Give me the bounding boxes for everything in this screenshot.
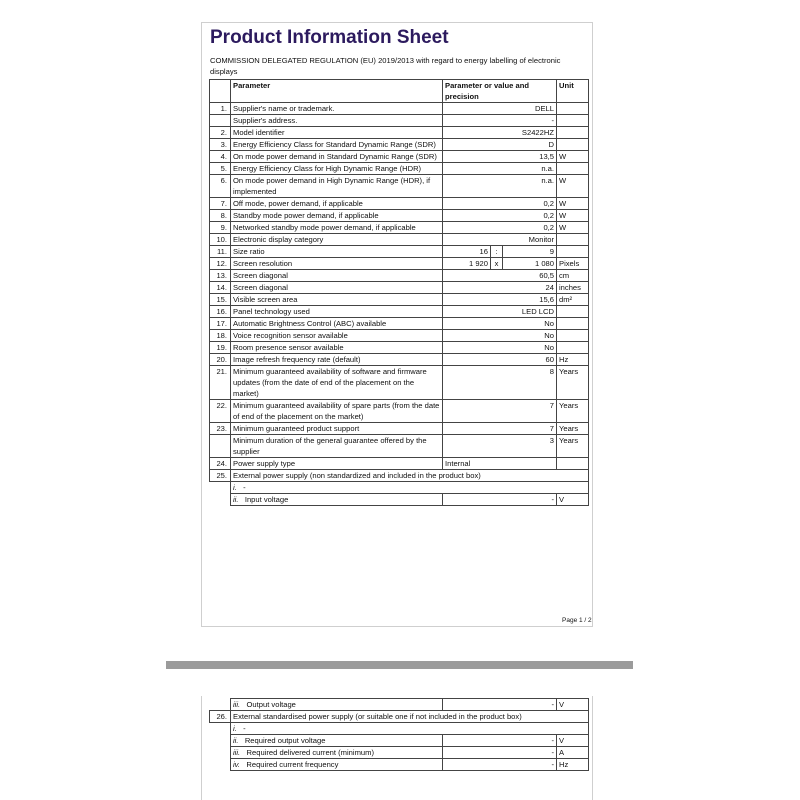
row-parameter: Energy Efficiency Class for Standard Dynamic Range (SDR) [231, 139, 443, 151]
row-value-a: 16 [443, 246, 491, 258]
row-value: Monitor [443, 234, 557, 246]
row-number: 19. [210, 342, 231, 354]
header-no [210, 80, 231, 103]
regulation-text: COMMISSION DELEGATED REGULATION (EU) 2019/2013 with regard to energy labelling of electronic displays [210, 56, 561, 76]
row-unit: cm [557, 270, 589, 282]
row-number: 11. [210, 246, 231, 258]
row-number: 5. [210, 163, 231, 175]
table-row [210, 115, 589, 127]
row-unit: Hz [557, 354, 589, 366]
row-parameter: Supplier's address. [231, 115, 443, 127]
page-divider [166, 661, 633, 669]
row-unit: W [557, 175, 589, 198]
row-parameter: Required output voltage [244, 736, 326, 745]
row-value: DELL [443, 103, 557, 115]
row-value: 0,2 [443, 222, 557, 234]
row-parameter: Standby mode power demand, if applicable [231, 210, 443, 222]
table-row [210, 127, 589, 139]
row-value: - [443, 747, 557, 759]
row-unit: W [557, 210, 589, 222]
row-sub-index: i. [233, 724, 237, 733]
row-value-a: 1 920 [443, 258, 491, 270]
table-header-row [210, 80, 589, 103]
table-row [210, 163, 589, 175]
row-number: 4. [210, 151, 231, 163]
row-parameter: Voice recognition sensor available [231, 330, 443, 342]
row-number: 3. [210, 139, 231, 151]
row-number: 25. [210, 470, 231, 482]
row-unit: Years [557, 366, 589, 400]
row-parameter: Electronic display category [231, 234, 443, 246]
table-row [210, 294, 589, 306]
row-number: 9. [210, 222, 231, 234]
row-number: 12. [210, 258, 231, 270]
table-row [210, 258, 589, 270]
row-number: 10. [210, 234, 231, 246]
row-unit [557, 318, 589, 330]
row-parameter: Screen resolution [231, 258, 443, 270]
row-number: 13. [210, 270, 231, 282]
row-value: - [443, 494, 557, 506]
row-value: 3 [443, 435, 557, 458]
row-value: - [443, 115, 557, 127]
row-parameter: Power supply type [231, 458, 443, 470]
row-unit: W [557, 222, 589, 234]
page-1 [201, 22, 593, 627]
row-value-b: 9 [503, 246, 557, 258]
row-separator: x [491, 258, 503, 270]
table-row [210, 342, 589, 354]
table-row [210, 435, 589, 458]
row-sub-index: iv. [233, 760, 241, 769]
table-row [210, 234, 589, 246]
row-value: 0,2 [443, 198, 557, 210]
row-number: 14. [210, 282, 231, 294]
table-row [210, 246, 589, 258]
table-row [210, 366, 589, 400]
row-unit: Hz [557, 759, 589, 771]
row-unit: Years [557, 400, 589, 423]
table-row [210, 210, 589, 222]
row-value: Internal [443, 458, 557, 470]
row-sub-index: ii. [233, 736, 239, 745]
table-row [210, 270, 589, 282]
row-value: No [443, 330, 557, 342]
row-unit [557, 306, 589, 318]
row-unit [557, 234, 589, 246]
row-value-b: 1 080 [503, 258, 557, 270]
row-unit: A [557, 747, 589, 759]
row-number: 20. [210, 354, 231, 366]
row-value: No [443, 318, 557, 330]
header-unit: Unit [557, 80, 589, 103]
row-unit: W [557, 198, 589, 210]
row-parameter: Size ratio [231, 246, 443, 258]
row-unit [557, 246, 589, 258]
table-row [210, 282, 589, 294]
row-sub-index: ii. [233, 495, 239, 504]
row-value: 0,2 [443, 210, 557, 222]
row-parameter: Minimum guaranteed availability of spare parts (from the date of end of the placement on the market) [231, 400, 443, 423]
header-parameter: Parameter [231, 80, 443, 103]
table-row [210, 759, 589, 771]
row-unit: Years [557, 423, 589, 435]
table-row [210, 306, 589, 318]
table-row [210, 354, 589, 366]
row-parameter: Networked standby mode power demand, if applicable [231, 222, 443, 234]
row-unit [557, 115, 589, 127]
table-row [210, 175, 589, 198]
row-parameter: Minimum duration of the general guarantee offered by the supplier [231, 435, 443, 458]
row-unit: V [557, 494, 589, 506]
row-parameter: Room presence sensor available [231, 342, 443, 354]
row-parameter: Model identifier [231, 127, 443, 139]
row-parameter: On mode power demand in High Dynamic Range (HDR), if implemented [231, 175, 443, 198]
row-parameter: Screen diagonal [231, 270, 443, 282]
table-row [210, 699, 589, 711]
row-value: 8 [443, 366, 557, 400]
page-title: Product Information Sheet [210, 27, 449, 48]
row-parameter: Panel technology used [231, 306, 443, 318]
table-row [210, 400, 589, 423]
table-row [210, 423, 589, 435]
row-value: 24 [443, 282, 557, 294]
row-number: 23. [210, 423, 231, 435]
row-parameter: Input voltage [244, 495, 289, 504]
row-unit: inches [557, 282, 589, 294]
row-number: 21. [210, 366, 231, 400]
row-parameter: Minimum guaranteed availability of software and firmware updates (from the date of end of the placement on the market) [231, 366, 443, 400]
row-value: LED LCD [443, 306, 557, 318]
page-2 [201, 696, 593, 800]
row-parameter: - [243, 483, 246, 492]
row-value: n.a. [443, 163, 557, 175]
row-unit [557, 342, 589, 354]
table-row [210, 482, 589, 494]
row-sub-index: iii. [233, 700, 241, 709]
table-row [210, 198, 589, 210]
row-value: 60,5 [443, 270, 557, 282]
row-parameter: Output voltage [246, 700, 296, 709]
row-unit [557, 127, 589, 139]
row-parameter: Screen diagonal [231, 282, 443, 294]
row-value: No [443, 342, 557, 354]
row-separator: : [491, 246, 503, 258]
row-parameter: Energy Efficiency Class for High Dynamic Range (HDR) [231, 163, 443, 175]
row-parameter: Required delivered current (minimum) [246, 748, 374, 757]
row-unit: dm² [557, 294, 589, 306]
row-parameter: On mode power demand in Standard Dynamic Range (SDR) [231, 151, 443, 163]
row-unit [557, 103, 589, 115]
table-row [210, 735, 589, 747]
row-number: 16. [210, 306, 231, 318]
row-parameter: Supplier's name or trademark. [231, 103, 443, 115]
row-parameter: Image refresh frequency rate (default) [231, 354, 443, 366]
row-number: 1. [210, 103, 231, 115]
row-value: n.a. [443, 175, 557, 198]
row-parameter: External standardised power supply (or suitable one if not included in the product box) [231, 711, 589, 723]
table-row [210, 318, 589, 330]
row-number: 7. [210, 198, 231, 210]
row-value: - [443, 735, 557, 747]
row-parameter: External power supply (non standardized and included in the product box) [231, 470, 589, 482]
row-parameter: Off mode, power demand, if applicable [231, 198, 443, 210]
row-unit: W [557, 151, 589, 163]
row-parameter: Required current frequency [246, 760, 339, 769]
product-info-table [209, 79, 589, 506]
row-unit: Pixels [557, 258, 589, 270]
row-number: 2. [210, 127, 231, 139]
row-value: D [443, 139, 557, 151]
row-number [210, 435, 231, 458]
row-unit [557, 330, 589, 342]
row-number: 18. [210, 330, 231, 342]
row-value: - [443, 759, 557, 771]
table-row [210, 470, 589, 482]
row-unit: V [557, 699, 589, 711]
row-value: 13,5 [443, 151, 557, 163]
row-unit [557, 458, 589, 470]
table-row [210, 723, 589, 735]
product-info-table-continued [209, 698, 589, 771]
table-row [210, 330, 589, 342]
row-sub-index: iii. [233, 748, 241, 757]
row-value: 7 [443, 423, 557, 435]
row-value: 15,6 [443, 294, 557, 306]
row-sub-index: i. [233, 483, 237, 492]
row-number: 6. [210, 175, 231, 198]
row-parameter: Visible screen area [231, 294, 443, 306]
table-row [210, 747, 589, 759]
row-number: 24. [210, 458, 231, 470]
row-unit: V [557, 735, 589, 747]
row-value: - [443, 699, 557, 711]
row-number: 22. [210, 400, 231, 423]
row-value: S2422HZ [443, 127, 557, 139]
row-value: 7 [443, 400, 557, 423]
table-row [210, 458, 589, 470]
header-value: Parameter or value and precision [443, 80, 557, 103]
row-unit [557, 163, 589, 175]
row-parameter: Minimum guaranteed product support [231, 423, 443, 435]
page-number: Page 1 / 2 [562, 617, 592, 624]
row-number: 17. [210, 318, 231, 330]
row-number [210, 115, 231, 127]
table-row [210, 139, 589, 151]
row-unit: Years [557, 435, 589, 458]
table-row [210, 151, 589, 163]
row-unit [557, 139, 589, 151]
row-number: 8. [210, 210, 231, 222]
table-row [210, 494, 589, 506]
row-number: 15. [210, 294, 231, 306]
row-value: 60 [443, 354, 557, 366]
row-parameter: Automatic Brightness Control (ABC) available [231, 318, 443, 330]
table-row [210, 103, 589, 115]
table-row [210, 222, 589, 234]
row-parameter: - [243, 724, 246, 733]
table-row [210, 711, 589, 723]
row-number: 26. [210, 711, 231, 723]
